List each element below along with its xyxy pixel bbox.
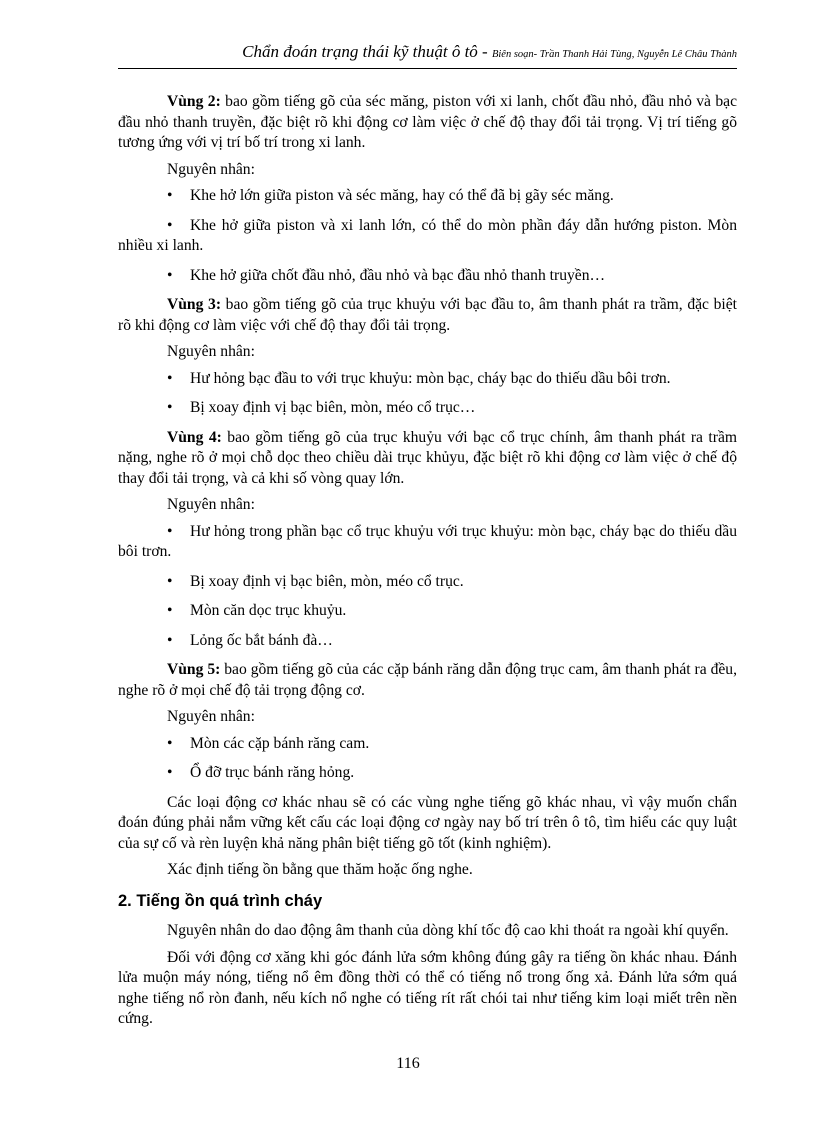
list-item: • Khe hở giữa chốt đầu nhỏ, đầu nhỏ và bạc đầu nhỏ thanh truyền… [118,266,737,287]
bullet-icon: • [167,602,173,619]
zone4-lead: Vùng 4: [167,428,222,446]
zone5-cause-label: Nguyên nhân: [167,708,255,725]
zone5-lead: Vùng 5: [167,661,221,678]
list-item: • Ổ đỡ trục bánh răng hỏng. [118,763,737,784]
list-item: • Khe hở lớn giữa piston và séc măng, hay có thể đã bị gãy séc măng. [118,186,737,207]
zone5-text: bao gồm tiếng gõ của các cặp bánh răng dẫn động trục cam, âm thanh phát ra đều, nghe rõ ở mọi chế độ tải trọng động cơ. [118,661,737,699]
list-item: • Bị xoay định vị bạc biên, mòn, méo cổ trục… [118,398,737,419]
zone3-text: bao gồm tiếng gõ của trục khuỷu với bạc đầu to, âm thanh phát ra trầm, đặc biệt rõ khi động cơ làm việc với chế độ thay đổi tải trọng. [118,296,737,334]
list-item: • Hư hỏng trong phần bạc cổ trục khuỷu với trục khuỷu: mòn bạc, cháy bạc do thiếu dầu bôi trơn. [118,522,737,560]
bullet-icon: • [167,734,173,752]
header-title: Chẩn đoán trạng thái kỹ thuật ô tô - [242,42,492,61]
page-content [118,92,737,1036]
bullet-icon: • [167,764,173,781]
zone3-lead: Vùng 3: [167,296,222,313]
tool-paragraph: Xác định tiếng ồn bằng que thăm hoặc ống nghe. [167,861,473,878]
bullet-icon: • [167,522,173,540]
zone2-text: bao gồm tiếng gõ của séc măng, piston với xi lanh, chốt đầu nhỏ, đầu nhỏ và bạc đầu nhỏ thanh truyền, đặc biệt rõ khi động cơ làm việc ở chế độ thay đổi tải trọng. Vị trí tiếng gõ tương ứng với vị trí bố trí trong xi lanh. [118,93,737,151]
zone4-paragraph [118,428,737,490]
zone2-cause-label: Nguyên nhân: [167,160,255,178]
zone2-paragraph [118,92,737,154]
bullet-icon: • [167,187,173,204]
list-item: • Mòn căn dọc trục khuỷu. [118,601,737,622]
engines-paragraph: Các loại động cơ khác nhau sẽ có các vùng nghe tiếng gõ khác nhau, vì vậy muốn chẩn đoán đúng phải nắm vững kết cấu các loại động cơ ngày nay bố trí trên ô tô, tìm hiểu các quy luật của sự cố và rèn luyện khả năng phân biệt tiếng gõ tốt (kinh nghiệm). [118,793,737,852]
zone3-paragraph [118,295,737,336]
bullet-icon: • [167,216,173,234]
header-authors: Biên soạn- Trần Thanh Hải Tùng, Nguyễn Lê Châu Thành [491,49,737,60]
section2-paragraph: Đối với động cơ xăng khi góc đánh lửa sớm không đúng gây ra tiếng ồn khác nhau. Đánh lửa muộn máy nóng, tiếng nổ êm đồng thời có thể có tiếng nổ trong ống xả. Đánh lửa sớm quá nghe tiếng nổ ròn đanh, nếu kích nổ nghe có tiếng rít rất chói tai như tiếng kim loại miết trên nền cứng. [118,948,737,1027]
zone3-cause-label: Nguyên nhân: [167,343,255,360]
bullet-icon: • [167,266,173,284]
bullet-icon: • [167,572,173,590]
zone4-text: bao gồm tiếng gõ của trục khuỷu với bạc cổ trục chính, âm thanh phát ra trầm nặng, nghe rõ ở mọi chỗ dọc theo chiều dài trục khủyu, đặc biệt rõ khi động cơ làm việc ở chế độ thay đổi tải trọng, và cả khi số vòng quay lớn. [118,428,737,487]
page-number: 116 [396,1055,420,1072]
page-header [118,42,737,69]
bullet-icon: • [167,369,173,387]
section2-paragraph: Nguyên nhân do dao động âm thanh của dòng khí tốc độ cao khi thoát ra ngoài khí quyển. [167,922,729,939]
zone4-cause-label: Nguyên nhân: [167,496,255,513]
list-item: • Khe hở giữa piston và xi lanh lớn, có thể do mòn phần đáy dẫn hướng piston. Mòn nhiều xi lanh. [118,216,737,254]
list-item: • Bị xoay định vị bạc biên, mòn, méo cổ trục. [118,572,737,593]
bullet-icon: • [167,399,173,416]
list-item: • Mòn các cặp bánh răng cam. [118,734,737,755]
zone2-lead: Vùng 2: [167,93,221,110]
list-item: • Lỏng ốc bắt bánh đà… [118,631,737,652]
zone5-paragraph [118,660,737,701]
bullet-icon: • [167,631,173,649]
section-heading: 2. Tiếng ồn quá trình cháy [118,891,323,910]
list-item: • Hư hỏng bạc đầu to với trục khuỷu: mòn bạc, cháy bạc do thiếu dầu bôi trơn. [118,369,737,390]
